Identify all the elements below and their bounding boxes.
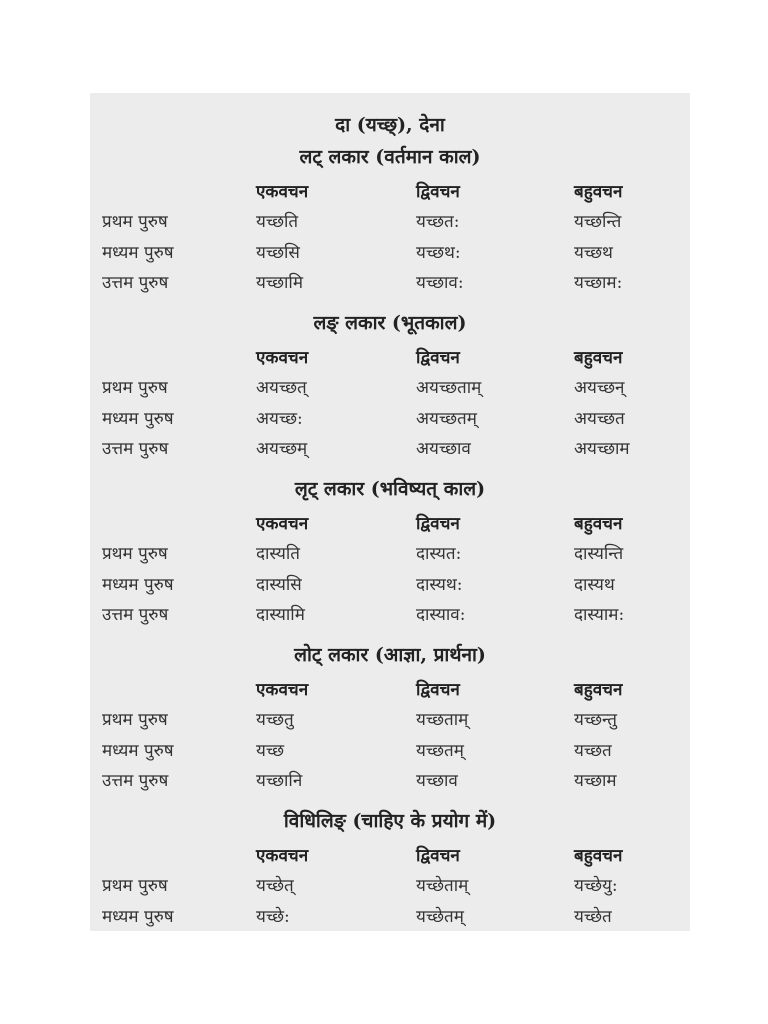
table-cell: अयच्छतम् [416, 409, 477, 429]
row-label-uttam: उत्तम पुरुष [102, 439, 169, 459]
table-cell: यच्छथ [574, 243, 613, 263]
table-cell: यच्छथ: [416, 243, 461, 263]
header-dvivachan: द्विवचन [416, 680, 460, 700]
table-cell: यच्छेताम् [416, 876, 469, 896]
table-cell: यच्छे: [256, 907, 290, 927]
table-cell: यच्छ [256, 741, 285, 761]
table-cell: यच्छेयु: [574, 876, 618, 896]
table-cell: यच्छन्तु [574, 710, 617, 730]
table-cell: यच्छाव: [416, 273, 464, 293]
table-cell: दास्याम: [574, 605, 625, 625]
header-bahuvachan: बहुवचन [574, 348, 623, 368]
row-label-madhyam: मध्यम पुरुष [102, 907, 174, 927]
table-cell: दास्यामि [256, 605, 305, 625]
header-dvivachan: द्विवचन [416, 514, 460, 534]
table-cell: अयच्छाम [574, 439, 630, 459]
header-ekvachan: एकवचन [256, 846, 309, 866]
table-cell: दास्यसि [256, 575, 302, 595]
header-bahuvachan: बहुवचन [574, 680, 623, 700]
table-cell: अयच्छत् [256, 378, 307, 398]
table-cell: दास्यन्ति [574, 544, 624, 564]
table-cell: यच्छसि [256, 243, 300, 263]
table-cell: अयच्छ: [256, 409, 303, 429]
section-title: विधिलिङ् (चाहिए के प्रयोग में) [283, 810, 497, 832]
conjugation-panel [90, 93, 690, 931]
table-cell: यच्छाम [574, 771, 617, 791]
table-cell: दास्यथ [574, 575, 615, 595]
table-cell: यच्छानि [256, 771, 303, 791]
header-bahuvachan: बहुवचन [574, 182, 623, 202]
row-label-madhyam: मध्यम पुरुष [102, 741, 174, 761]
table-cell: अयच्छन् [574, 378, 625, 398]
section-title: लृट् लकार (भविष्यत् काल) [294, 478, 486, 500]
header-dvivachan: द्विवचन [416, 182, 460, 202]
section-title: लट् लकार (वर्तमान काल) [299, 146, 481, 168]
table-cell: यच्छतम् [416, 741, 464, 761]
table-cell: दास्याव: [416, 605, 466, 625]
table-cell: अयच्छम् [256, 439, 308, 459]
row-label-madhyam: मध्यम पुरुष [102, 409, 174, 429]
header-bahuvachan: बहुवचन [574, 514, 623, 534]
table-cell: अयच्छत [574, 409, 625, 429]
header-ekvachan: एकवचन [256, 182, 309, 202]
row-label-uttam: उत्तम पुरुष [102, 273, 169, 293]
table-cell: यच्छति [256, 212, 299, 232]
header-ekvachan: एकवचन [256, 680, 309, 700]
header-bahuvachan: बहुवचन [574, 846, 623, 866]
row-label-pratham: प्रथम पुरुष [102, 544, 168, 564]
table-cell: यच्छाम: [574, 273, 623, 293]
section-title: लोट् लकार (आज्ञा, प्रार्थना) [294, 644, 486, 666]
header-ekvachan: एकवचन [256, 348, 309, 368]
table-cell: यच्छेतम् [416, 907, 464, 927]
row-label-madhyam: मध्यम पुरुष [102, 575, 174, 595]
table-cell: यच्छताम् [416, 710, 469, 730]
row-label-pratham: प्रथम पुरुष [102, 378, 168, 398]
row-label-pratham: प्रथम पुरुष [102, 212, 168, 232]
row-label-madhyam: मध्यम पुरुष [102, 243, 174, 263]
table-cell: यच्छत: [416, 212, 460, 232]
table-cell: यच्छन्ति [574, 212, 622, 232]
row-label-pratham: प्रथम पुरुष [102, 876, 168, 896]
verb-root-title: दा (यच्छ्), देना [335, 114, 445, 136]
section-title: लङ् लकार (भूतकाल) [313, 312, 467, 334]
table-cell: यच्छतु [256, 710, 294, 730]
table-cell: दास्यथ: [416, 575, 463, 595]
row-label-uttam: उत्तम पुरुष [102, 771, 169, 791]
header-dvivachan: द्विवचन [416, 348, 460, 368]
header-dvivachan: द्विवचन [416, 846, 460, 866]
table-cell: यच्छेत् [256, 876, 294, 896]
table-cell: दास्यति [256, 544, 300, 564]
table-cell: दास्यत: [416, 544, 462, 564]
table-cell: अयच्छाव [416, 439, 471, 459]
table-cell: यच्छाव [416, 771, 458, 791]
table-cell: यच्छत [574, 741, 612, 761]
table-cell: अयच्छताम् [416, 378, 482, 398]
row-label-uttam: उत्तम पुरुष [102, 605, 169, 625]
row-label-pratham: प्रथम पुरुष [102, 710, 168, 730]
table-cell: यच्छेत [574, 907, 612, 927]
table-cell: यच्छामि [256, 273, 304, 293]
header-ekvachan: एकवचन [256, 514, 309, 534]
